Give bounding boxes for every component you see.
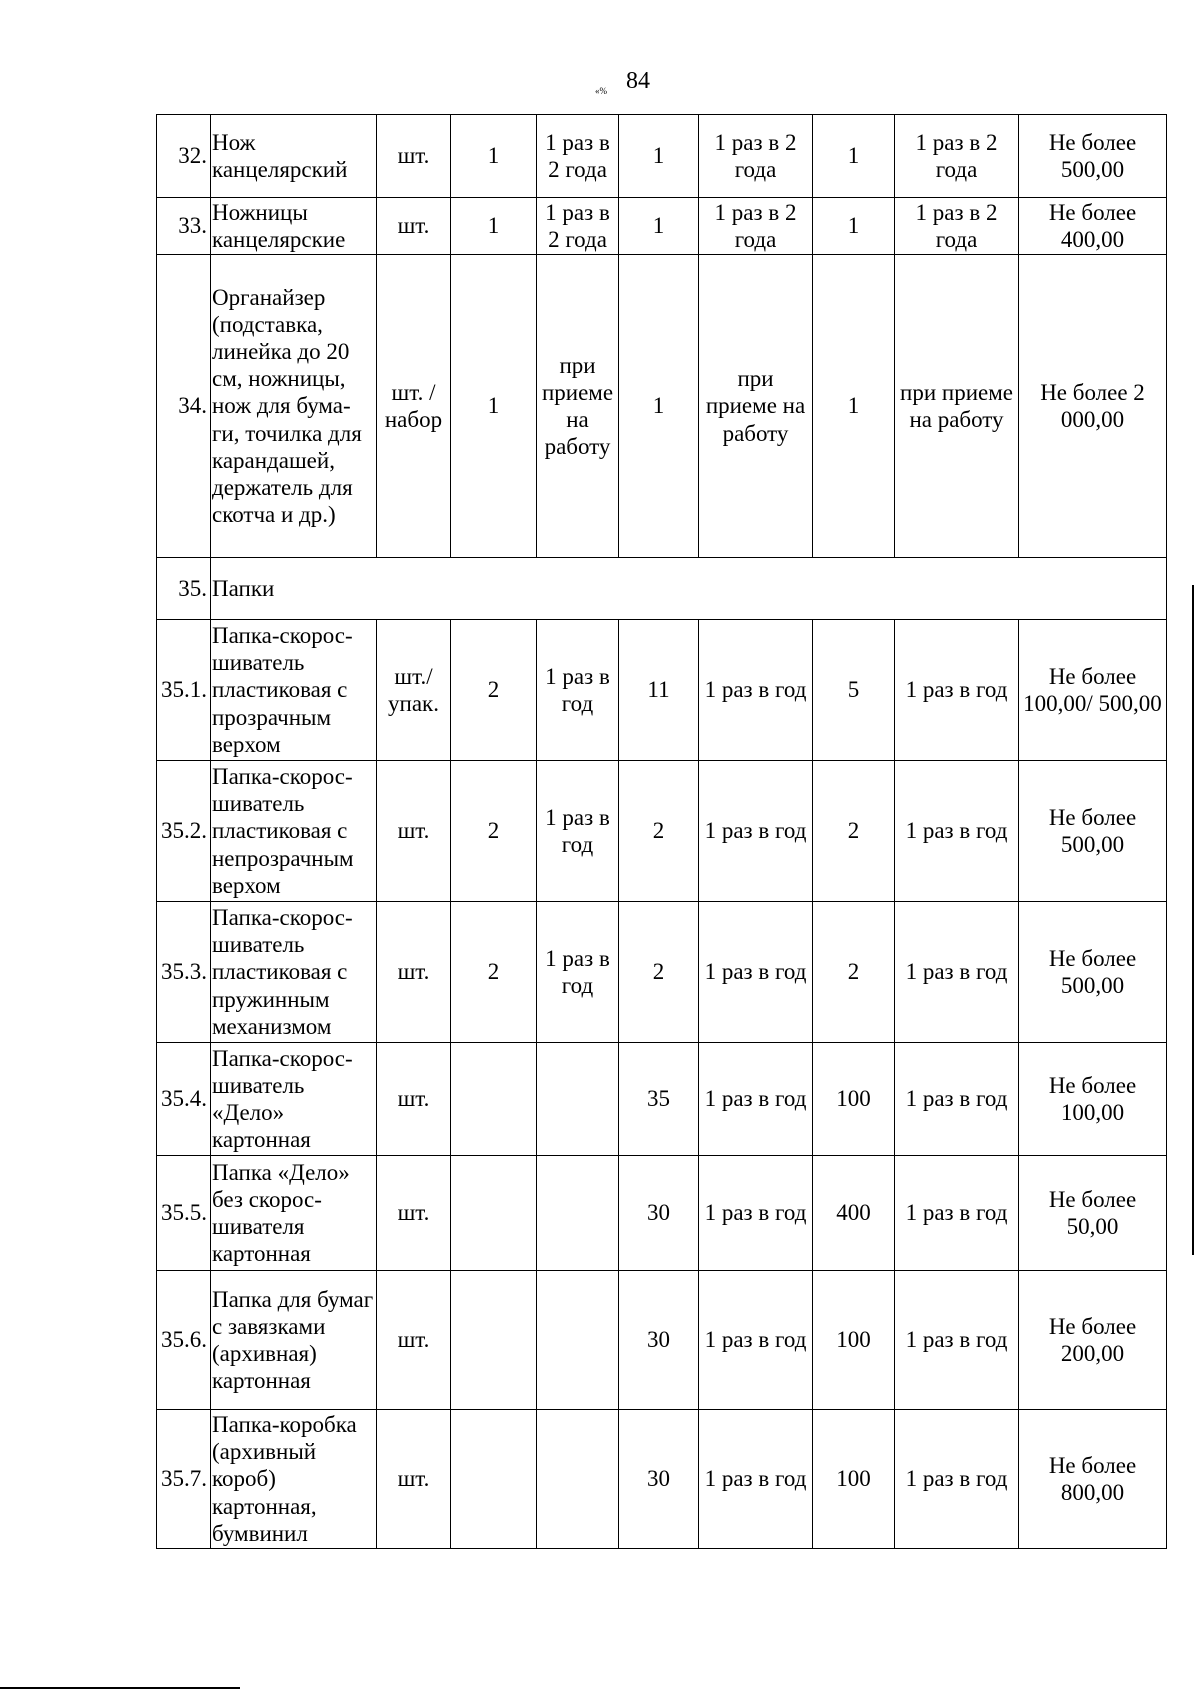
period-2: 1 раз в 2 года xyxy=(699,115,813,198)
period-2: 1 раз в год xyxy=(699,761,813,902)
quantity-1: 2 xyxy=(451,902,537,1043)
table-row xyxy=(157,1043,1167,1156)
period-2: 1 раз в год xyxy=(699,902,813,1043)
period-3: 1 раз в год xyxy=(895,761,1019,902)
quantity-1: 1 xyxy=(451,115,537,198)
table-row xyxy=(157,115,1167,198)
item-name: Папка-скорос-шиватель пластиковая с непрозрачным верхом xyxy=(211,761,377,902)
period-3: 1 раз в год xyxy=(895,902,1019,1043)
quantity-2: 1 xyxy=(619,115,699,198)
period-3: 1 раз в 2 года xyxy=(895,115,1019,198)
quantity-3: 1 xyxy=(813,255,895,558)
quantity-2: 1 xyxy=(619,198,699,255)
period-1 xyxy=(537,1043,619,1156)
period-1: 1 раз в 2 года xyxy=(537,115,619,198)
price-limit: Не более 500,00 xyxy=(1019,115,1167,198)
price-limit: Не более 800,00 xyxy=(1019,1410,1167,1549)
row-number: 35.7. xyxy=(157,1410,211,1549)
page-number: 84 xyxy=(626,68,650,94)
row-number: 35.4. xyxy=(157,1043,211,1156)
period-2: 1 раз в 2 года xyxy=(699,198,813,255)
period-1 xyxy=(537,1156,619,1271)
table-row xyxy=(157,255,1167,558)
footer-rule xyxy=(0,1687,240,1689)
table-row xyxy=(157,761,1167,902)
period-3: 1 раз в год xyxy=(895,620,1019,761)
quantity-1: 2 xyxy=(451,620,537,761)
period-1 xyxy=(537,1410,619,1549)
period-2: 1 раз в год xyxy=(699,1271,813,1410)
item-name: Папка-скорос-шиватель пластиковая с прозрачным верхом xyxy=(211,620,377,761)
quantity-2: 30 xyxy=(619,1271,699,1410)
unit: шт./ упак. xyxy=(377,620,451,761)
period-1: при приеме на работу xyxy=(537,255,619,558)
unit: шт. xyxy=(377,1156,451,1271)
price-limit: Не более 500,00 xyxy=(1019,761,1167,902)
price-limit: Не более 200,00 xyxy=(1019,1271,1167,1410)
quantity-3: 1 xyxy=(813,198,895,255)
row-number: 35.5. xyxy=(157,1156,211,1271)
period-1: 1 раз в год xyxy=(537,620,619,761)
unit: шт. xyxy=(377,198,451,255)
quantity-1 xyxy=(451,1410,537,1549)
row-number: 35.3. xyxy=(157,902,211,1043)
row-number: 35.2. xyxy=(157,761,211,902)
quantity-2: 2 xyxy=(619,902,699,1043)
unit: шт. xyxy=(377,1410,451,1549)
period-2: 1 раз в год xyxy=(699,1156,813,1271)
scan-edge-line xyxy=(1192,585,1194,1255)
period-3: 1 раз в год xyxy=(895,1410,1019,1549)
item-name: Органайзер (подставка, линейка до 20 см, ножницы, нож для бума-ги, точилка для карандашей, держатель для скотча и др.) xyxy=(211,255,377,558)
period-1: 1 раз в год xyxy=(537,761,619,902)
quantity-2: 2 xyxy=(619,761,699,902)
item-name: Папка-скорос-шиватель пластиковая с пружинным механизмом xyxy=(211,902,377,1043)
period-2: 1 раз в год xyxy=(699,1410,813,1549)
unit: шт. / набор xyxy=(377,255,451,558)
quantity-2: 1 xyxy=(619,255,699,558)
table-row xyxy=(157,198,1167,255)
price-limit: Не более 2 000,00 xyxy=(1019,255,1167,558)
quantity-3: 2 xyxy=(813,761,895,902)
item-name: Папка-коробка (архивный короб) картонная, бумвинил xyxy=(211,1410,377,1549)
row-number: 35. xyxy=(157,558,211,620)
table-row xyxy=(157,902,1167,1043)
unit: шт. xyxy=(377,761,451,902)
quantity-2: 30 xyxy=(619,1410,699,1549)
period-3: 1 раз в 2 года xyxy=(895,198,1019,255)
table-row xyxy=(157,1410,1167,1549)
quantity-1 xyxy=(451,1043,537,1156)
unit: шт. xyxy=(377,902,451,1043)
scan-mark: «% xyxy=(595,86,607,96)
price-limit: Не более 100,00 xyxy=(1019,1043,1167,1156)
row-number: 35.6. xyxy=(157,1271,211,1410)
unit: шт. xyxy=(377,1271,451,1410)
row-number: 34. xyxy=(157,255,211,558)
period-1: 1 раз в год xyxy=(537,902,619,1043)
quantity-1: 2 xyxy=(451,761,537,902)
quantity-3: 5 xyxy=(813,620,895,761)
quantity-2: 35 xyxy=(619,1043,699,1156)
item-name: Папка для бумаг с завязками (архивная) картонная xyxy=(211,1271,377,1410)
section-title: Папки xyxy=(211,558,1167,620)
period-1 xyxy=(537,1271,619,1410)
item-name: Папка-скорос-шиватель «Дело» картонная xyxy=(211,1043,377,1156)
row-number: 32. xyxy=(157,115,211,198)
period-3: 1 раз в год xyxy=(895,1271,1019,1410)
quantity-3: 100 xyxy=(813,1043,895,1156)
quantity-3: 1 xyxy=(813,115,895,198)
quantity-3: 400 xyxy=(813,1156,895,1271)
table-row xyxy=(157,620,1167,761)
quantity-1: 1 xyxy=(451,255,537,558)
unit: шт. xyxy=(377,1043,451,1156)
price-limit: Не более 400,00 xyxy=(1019,198,1167,255)
row-number: 33. xyxy=(157,198,211,255)
norms-table xyxy=(156,114,1167,1549)
period-3: при приеме на работу xyxy=(895,255,1019,558)
table-row xyxy=(157,1156,1167,1271)
quantity-3: 100 xyxy=(813,1271,895,1410)
price-limit: Не более 500,00 xyxy=(1019,902,1167,1043)
period-1: 1 раз в 2 года xyxy=(537,198,619,255)
price-limit: Не более 50,00 xyxy=(1019,1156,1167,1271)
quantity-2: 11 xyxy=(619,620,699,761)
period-2: при приеме на работу xyxy=(699,255,813,558)
row-number: 35.1. xyxy=(157,620,211,761)
quantity-3: 100 xyxy=(813,1410,895,1549)
period-3: 1 раз в год xyxy=(895,1156,1019,1271)
quantity-3: 2 xyxy=(813,902,895,1043)
item-name: Папка «Дело» без скорос-шивателя картонная xyxy=(211,1156,377,1271)
table-row xyxy=(157,558,1167,620)
period-2: 1 раз в год xyxy=(699,620,813,761)
period-3: 1 раз в год xyxy=(895,1043,1019,1156)
quantity-1 xyxy=(451,1156,537,1271)
price-limit: Не более 100,00/ 500,00 xyxy=(1019,620,1167,761)
item-name: Нож канцелярский xyxy=(211,115,377,198)
table-row xyxy=(157,1271,1167,1410)
quantity-1: 1 xyxy=(451,198,537,255)
item-name: Ножницы канцелярские xyxy=(211,198,377,255)
period-2: 1 раз в год xyxy=(699,1043,813,1156)
unit: шт. xyxy=(377,115,451,198)
quantity-1 xyxy=(451,1271,537,1410)
quantity-2: 30 xyxy=(619,1156,699,1271)
